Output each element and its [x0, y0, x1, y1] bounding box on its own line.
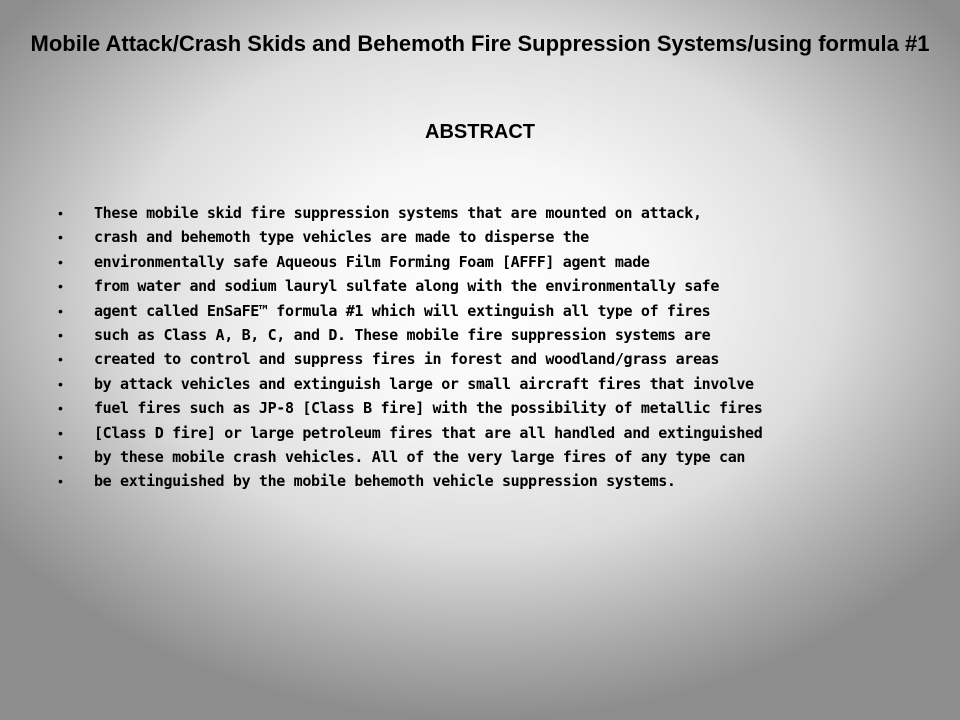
bullet-line: [58, 323, 938, 347]
bullet-line: [58, 421, 938, 445]
bullet-line: [58, 372, 938, 396]
bullet-line: [58, 299, 938, 323]
bullet-line: [58, 347, 938, 371]
abstract-bullet-list: [58, 201, 938, 494]
bullet-line-text: created to control and suppress fires in forest and woodland/grass areas: [94, 350, 720, 369]
bullet-dot-icon: •: [58, 351, 63, 368]
bullet-line-text: fuel fires such as JP-8 [Class B fire] with the possibility of metallic fires: [94, 399, 763, 418]
bullet-line-text: [Class D fire] or large petroleum fires that are all handled and extinguished: [94, 423, 763, 442]
bullet-line-text: environmentally safe Aqueous Film Forming Foam [AFFF] agent made: [94, 252, 650, 271]
bullet-dot-icon: •: [58, 326, 63, 343]
bullet-dot-icon: •: [58, 205, 63, 221]
bullet-line-text: agent called EnSaFE™ formula #1 which will extinguish all type of fires: [94, 301, 711, 320]
bullet-line: [58, 250, 938, 274]
abstract-heading: ABSTRACT: [425, 121, 535, 143]
bullet-line: [58, 396, 938, 420]
bullet-line: [58, 445, 938, 469]
bullet-dot-icon: •: [58, 400, 63, 417]
bullet-line: [58, 274, 938, 298]
bullet-line-text: be extinguished by the mobile behemoth vehicle suppression systems.: [94, 472, 676, 491]
bullet-dot-icon: •: [58, 448, 63, 465]
bullet-dot-icon: •: [58, 253, 63, 270]
bullet-dot-icon: •: [58, 424, 63, 441]
bullet-line: [58, 201, 938, 225]
bullet-line: [58, 469, 938, 493]
bullet-line-text: These mobile skid fire suppression systems that are mounted on attack,: [94, 204, 702, 222]
bullet-dot-icon: •: [58, 302, 63, 319]
slide-title: Mobile Attack/Crash Skids and Behemoth Fire Suppression Systems/using formula #1: [30, 31, 930, 56]
bullet-line: [58, 225, 938, 249]
bullet-line-text: such as Class A, B, C, and D. These mobile fire suppression systems are: [94, 325, 711, 344]
bullet-line-text: by attack vehicles and extinguish large or small aircraft fires that involve: [94, 374, 754, 393]
bullet-dot-icon: •: [58, 229, 63, 246]
bullet-dot-icon: •: [58, 278, 63, 295]
bullet-line-text: by these mobile crash vehicles. All of the very large fires of any type can: [94, 447, 746, 466]
bullet-dot-icon: •: [58, 473, 63, 490]
bullet-line-text: from water and sodium lauryl sulfate along with the environmentally safe: [94, 277, 720, 296]
bullet-line-text: crash and behemoth type vehicles are made to disperse the: [94, 228, 589, 247]
bullet-dot-icon: •: [58, 375, 63, 392]
